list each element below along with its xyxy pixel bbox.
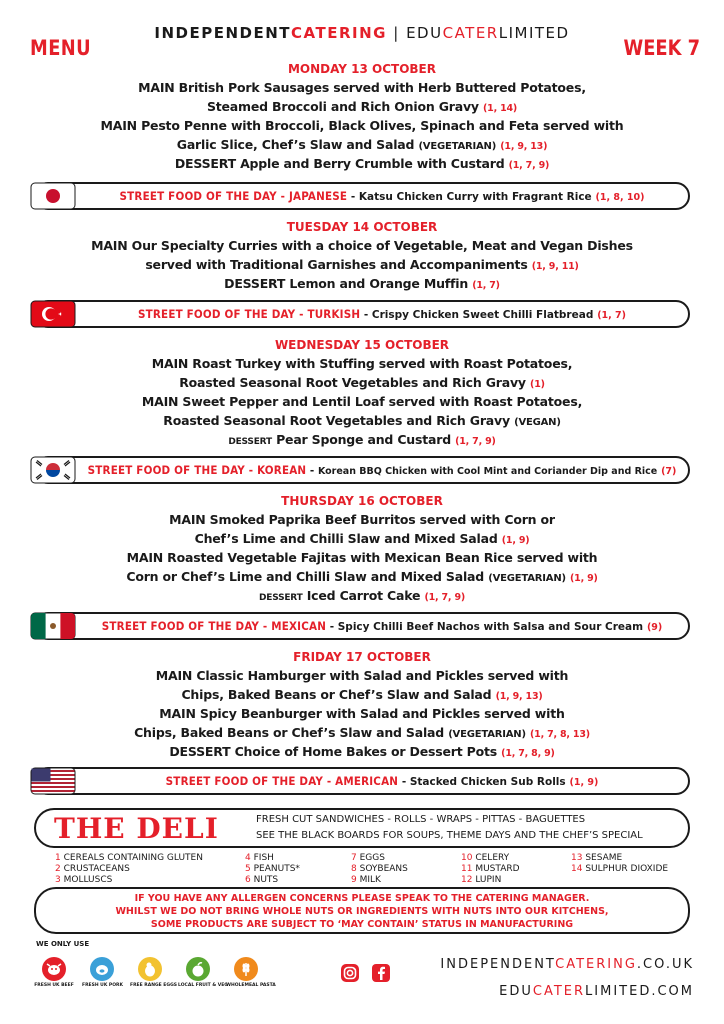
allergen-warning-box [34, 887, 690, 934]
street-food-title: STREET FOOD OF THE DAY - TURKISH [137, 307, 361, 321]
allergen-codes: (1, 9, 13) [500, 141, 548, 152]
allergen-codes: (1) [530, 379, 545, 390]
pig-icon [89, 956, 115, 982]
warning-line: IF YOU HAVE ANY ALLERGEN CONCERNS PLEASE SPEAK TO THE CATERING MANAGER. [134, 893, 590, 904]
brand-edu: EDU [406, 24, 443, 42]
allergen-codes: (1, 14) [483, 103, 518, 114]
badge-beef: FRESH UK BEEF [34, 956, 74, 988]
allergen-codes: (1, 9) [569, 777, 599, 788]
day-title: WEDNESDAY 15 OCTOBER [274, 338, 450, 352]
menu-label: MENU [30, 36, 92, 60]
we-only-use-label: WE ONLY USE [36, 940, 90, 948]
allergen-item: 8 SOYBEANS [351, 864, 408, 874]
social-links [340, 962, 391, 983]
allergen-item: 1 CEREALS CONTAINING GLUTEN [55, 853, 203, 863]
street-food-thursday: STREET FOOD OF THE DAY - MEXICAN - Spicy Chilli Beef Nachos with Salsa and Sour Cream (9) [34, 612, 690, 640]
allergen-codes: (9) [646, 622, 663, 633]
allergen-codes: (1, 9) [570, 573, 598, 584]
japan-flag-icon [30, 182, 76, 210]
street-food-friday: STREET FOOD OF THE DAY - AMERICAN - Stacked Chicken Sub Rolls (1, 9) [34, 767, 690, 795]
allergen-item: 13 SESAME [571, 853, 623, 863]
street-food-monday: STREET FOOD OF THE DAY - JAPANESE - Katsu Chicken Curry with Fragrant Rice (1, 8, 10) [34, 182, 690, 210]
deli-line-1: FRESH CUT SANDWICHES - ROLLS - WRAPS - PITTAS - BAGUETTES [256, 814, 586, 825]
allergen-item: 10 CELERY [461, 853, 510, 863]
brand-catering: CATERING [291, 24, 387, 42]
wheat-icon [233, 956, 259, 982]
menu-line: Roasted Seasonal Root Vegetables and Rich Gravy (1) [179, 375, 545, 390]
allergen-item: 2 CRUSTACEANS [55, 864, 130, 874]
day-title: MONDAY 13 OCTOBER [287, 62, 436, 76]
street-food-title: STREET FOOD OF THE DAY - MEXICAN [101, 619, 327, 633]
allergen-codes: (1, 7) [597, 310, 627, 321]
week-label: WEEK 7 [623, 36, 700, 60]
turkey-flag-icon [30, 300, 76, 328]
day-title: FRIDAY 17 OCTOBER [293, 650, 431, 664]
badge-fruit-veg: LOCAL FRUIT & VEG [178, 956, 218, 988]
allergen-item: 4 FISH [245, 853, 274, 863]
street-food-dish: Korean BBQ Chicken with Cool Mint and Coriander Dip and Rice [317, 466, 658, 477]
allergen-codes: (1, 9, 11) [531, 261, 579, 272]
day-wednesday [0, 336, 724, 449]
warning-line: SOME PRODUCTS ARE SUBJECT TO ‘MAY CONTAIN’ STATUS IN MANUFACTURING [150, 919, 574, 930]
allergen-item: 14 SULPHUR DIOXIDE [571, 864, 669, 874]
menu-line: Chef’s Lime and Chilli Slaw and Mixed Salad (1, 9) [194, 531, 530, 546]
allergen-codes: (1, 9, 13) [495, 691, 543, 702]
brand-limited: LIMITED [498, 24, 570, 42]
menu-line: Chips, Baked Beans or Chef’s Slaw and Salad (VEGETARIAN) (1, 7, 8, 13) [134, 725, 590, 740]
menu-line: Garlic Slice, Chef’s Slaw and Salad (VEGETARIAN) (1, 9, 13) [176, 137, 548, 152]
sourcing-badges [34, 956, 274, 996]
brand-logo [0, 24, 724, 42]
diet-tag: (VEGETARIAN) [418, 141, 497, 152]
badge-pasta: WHOLEMEAL PASTA [226, 956, 266, 988]
menu-line: served with Traditional Garnishes and Accompaniments (1, 9, 11) [145, 257, 579, 272]
brand-independent: INDEPENDENT [154, 24, 292, 42]
allergen-codes: (1, 7, 9) [508, 160, 550, 171]
street-food-title: STREET FOOD OF THE DAY - KOREAN [87, 463, 307, 477]
badge-eggs: FREE RANGE EGGS [130, 956, 170, 988]
menu-line: MAIN British Pork Sausages served with Herb Buttered Potatoes, [138, 80, 586, 95]
allergen-item: 12 LUPIN [461, 875, 502, 885]
street-food-dish: Stacked Chicken Sub Rolls [409, 776, 566, 788]
day-tuesday [0, 218, 724, 293]
menu-line: MAIN Spicy Beanburger with Salad and Pickles served with [159, 706, 565, 721]
street-food-title: STREET FOOD OF THE DAY - JAPANESE [119, 189, 348, 203]
website-independent-catering[interactable]: INDEPENDENTCATERING.CO.UK [440, 957, 694, 972]
deli-title: THE DELI [54, 812, 219, 845]
day-friday [0, 648, 724, 761]
day-thursday [0, 492, 724, 605]
menu-line: MAIN Sweet Pepper and Lentil Loaf served with Roast Potatoes, [141, 394, 583, 409]
chicken-icon [137, 956, 163, 982]
brand-separator: | [386, 24, 407, 42]
menu-line: MAIN Roast Turkey with Stuffing served with Roast Potatoes, [151, 356, 573, 371]
warning-line: WHILST WE DO NOT BRING WHOLE NUTS OR INGREDIENTS WITH NUTS INTO OUR KITCHENS, [115, 906, 609, 917]
allergen-item: 5 PEANUTS* [245, 864, 300, 874]
facebook-icon[interactable] [371, 963, 391, 983]
allergen-codes: (1, 7) [472, 280, 500, 291]
menu-line: Roasted Seasonal Root Vegetables and Rich Gravy (VEGAN) [163, 413, 561, 428]
menu-line: MAIN Smoked Paprika Beef Burritos served with Corn or [169, 512, 555, 527]
korea-flag-icon [30, 456, 76, 484]
street-food-tuesday: STREET FOOD OF THE DAY - TURKISH - Crispy Chicken Sweet Chilli Flatbread (1, 7) [34, 300, 690, 328]
street-food-wednesday: STREET FOOD OF THE DAY - KOREAN - Korean BBQ Chicken with Cool Mint and Coriander Dip and Rice (7) [34, 456, 690, 484]
diet-tag: (VEGETARIAN) [488, 573, 566, 584]
street-food-dish: Katsu Chicken Curry with Fragrant Rice [358, 191, 592, 203]
menu-line: DESSERT Lemon and Orange Muffin (1, 7) [224, 276, 500, 291]
menu-line: MAIN Roasted Vegetable Fajitas with Mexican Bean Rice served with [126, 550, 598, 565]
allergen-codes: (1, 7, 9) [424, 592, 465, 603]
allergen-codes: (1, 8, 10) [595, 192, 645, 203]
menu-line: DESSERT Pear Sponge and Custard (1, 7, 9) [228, 432, 496, 447]
menu-line: MAIN Pesto Penne with Broccoli, Black Olives, Spinach and Feta served with [100, 118, 624, 133]
allergen-codes: (1, 7, 8, 9) [501, 748, 555, 759]
menu-line: DESSERT Apple and Berry Crumble with Custard (1, 7, 9) [174, 156, 550, 171]
diet-tag: (VEGAN) [514, 417, 561, 428]
allergen-codes: (1, 7, 9) [455, 436, 496, 447]
menu-line: Chips, Baked Beans or Chef’s Slaw and Salad (1, 9, 13) [181, 687, 543, 702]
menu-line: Steamed Broccoli and Rich Onion Gravy (1, 14) [206, 99, 518, 114]
menu-line: DESSERT Choice of Home Bakes or Dessert Pots (1, 7, 8, 9) [169, 744, 555, 759]
deli-box [34, 808, 690, 848]
day-monday [0, 60, 724, 173]
cow-icon [41, 956, 67, 982]
street-food-title: STREET FOOD OF THE DAY - AMERICAN [165, 774, 399, 788]
allergen-item: 6 NUTS [245, 875, 279, 885]
diet-tag: (VEGETARIAN) [448, 729, 526, 740]
street-food-dish: Crispy Chicken Sweet Chilli Flatbread [371, 309, 594, 321]
website-educater[interactable]: EDUCATERLIMITED.COM [499, 984, 694, 999]
street-food-dish: Spicy Chilli Beef Nachos with Salsa and Sour Cream [337, 621, 644, 633]
allergen-item: 9 MILK [351, 875, 381, 885]
allergen-codes: (1, 7, 8, 13) [530, 729, 590, 740]
deli-line-2: SEE THE BLACK BOARDS FOR SOUPS, THEME DAYS AND THE CHEF’S SPECIAL [256, 830, 643, 841]
menu-line: Corn or Chef’s Lime and Chilli Slaw and Mixed Salad (VEGETARIAN) (1, 9) [126, 569, 598, 584]
allergen-item: 7 EGGS [351, 853, 385, 863]
day-title: THURSDAY 16 OCTOBER [281, 494, 443, 508]
mexico-flag-icon [30, 612, 76, 640]
badge-pork: FRESH UK PORK [82, 956, 122, 988]
menu-line: MAIN Classic Hamburger with Salad and Pickles served with [155, 668, 569, 683]
allergen-codes: (7) [661, 466, 677, 477]
allergen-item: 11 MUSTARD [461, 864, 520, 874]
allergen-codes: (1, 9) [501, 535, 530, 546]
day-title: TUESDAY 14 OCTOBER [286, 220, 438, 234]
brand-cater: CATER [442, 24, 499, 42]
apple-icon [185, 956, 211, 982]
instagram-icon[interactable] [340, 963, 360, 983]
allergen-item: 3 MOLLUSCS [55, 875, 113, 885]
menu-line: MAIN Our Specialty Curries with a choice of Vegetable, Meat and Vegan Dishes [91, 238, 633, 253]
usa-flag-icon [30, 767, 76, 795]
menu-line: DESSERT Iced Carrot Cake (1, 7, 9) [258, 588, 465, 603]
